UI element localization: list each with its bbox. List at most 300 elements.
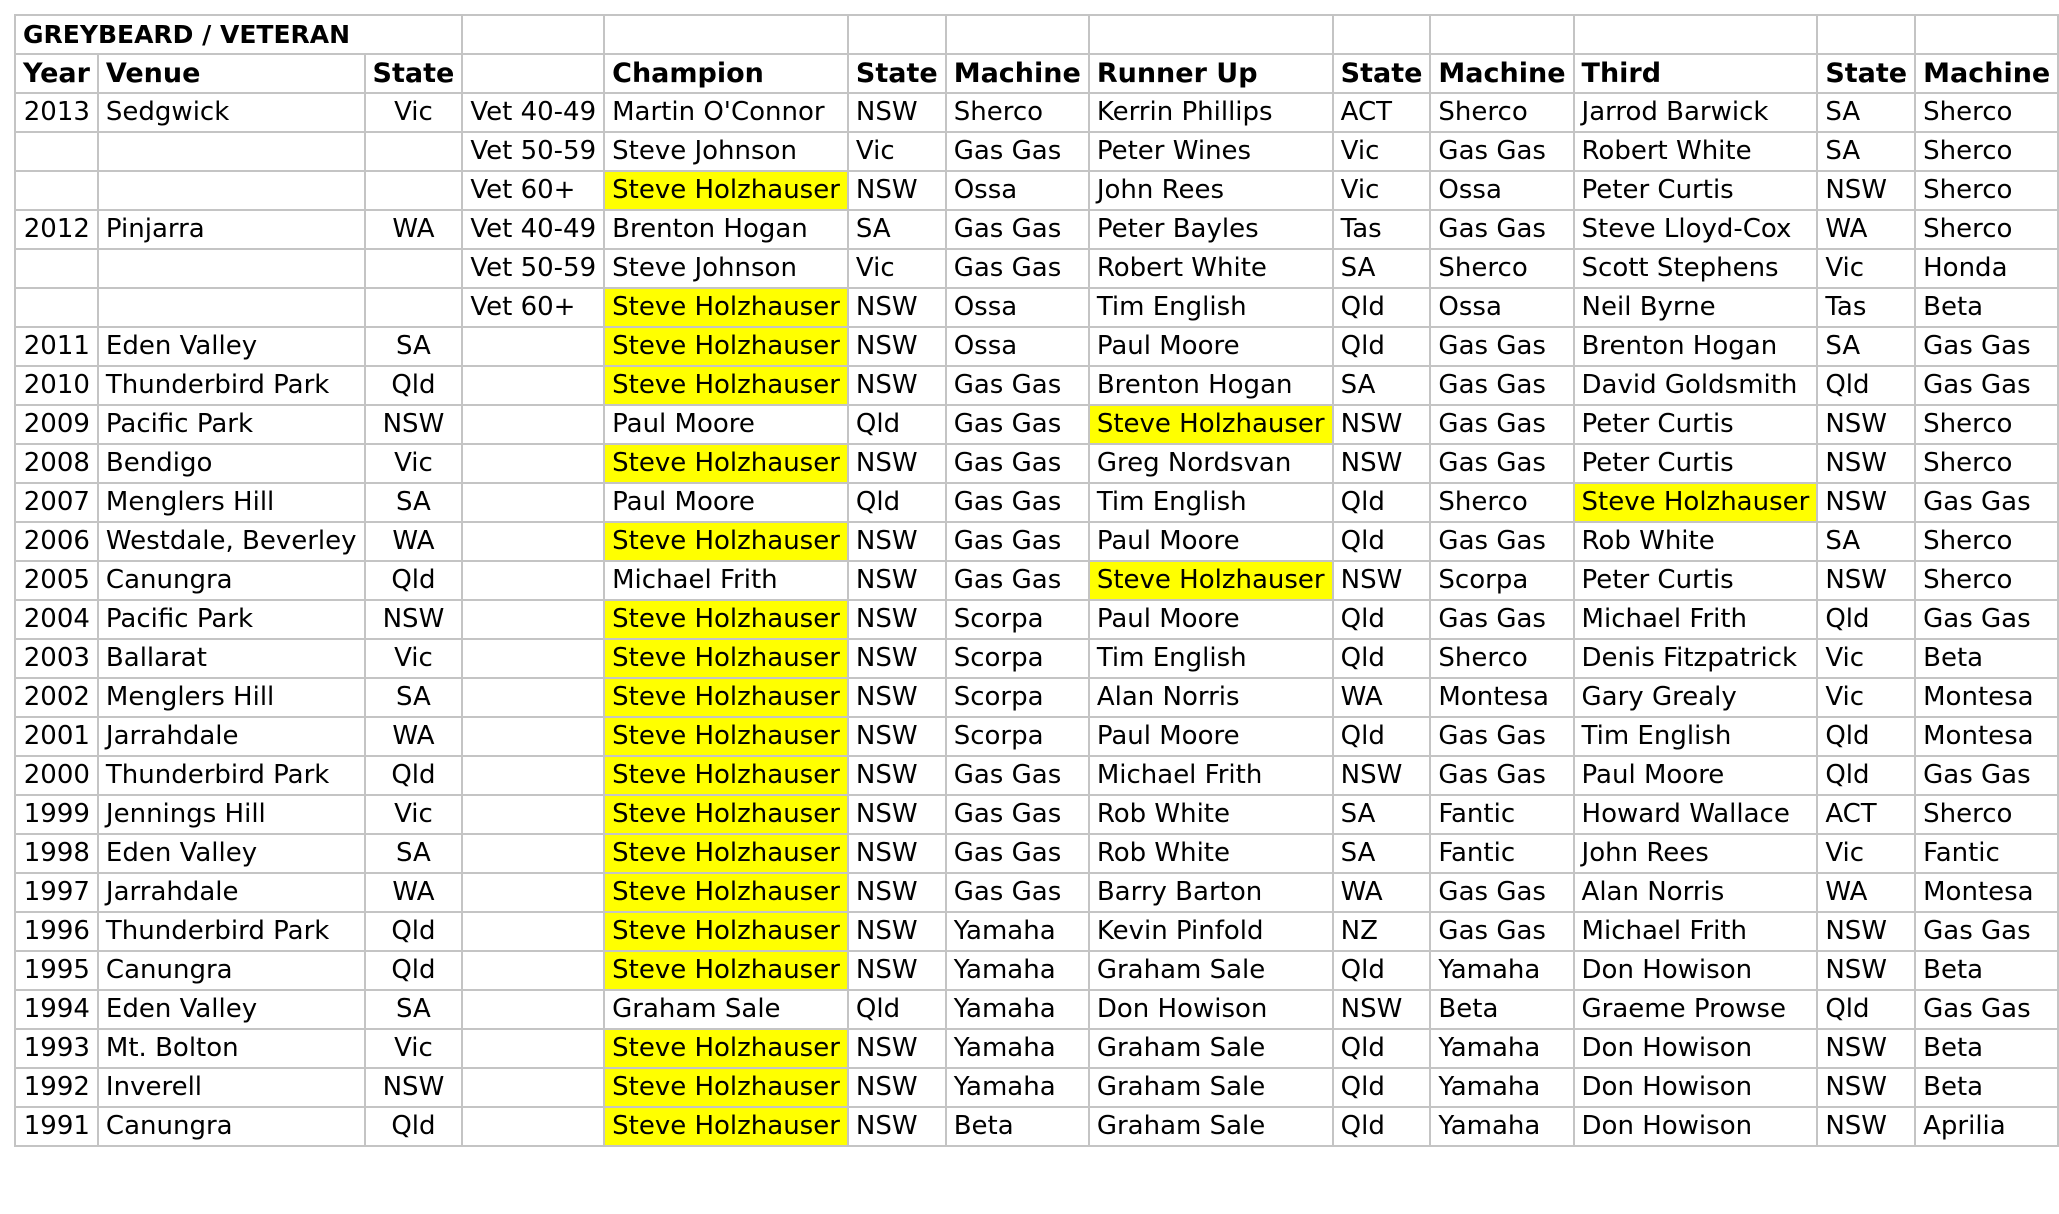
- state-cell: Vic: [365, 639, 463, 678]
- table-row: [15, 1029, 2058, 1068]
- venue-cell: Mt. Bolton: [98, 1029, 365, 1068]
- table-row: [15, 210, 2058, 249]
- champion-cell: Steve Holzhauser: [604, 912, 848, 951]
- runner-up-cell: Michael Frith: [1089, 756, 1333, 795]
- runner-up-machine-cell: Gas Gas: [1430, 132, 1573, 171]
- col-header-runner-up-machine: Machine: [1430, 54, 1573, 93]
- table-row: [15, 522, 2058, 561]
- table-row: [15, 912, 2058, 951]
- third-machine-cell: Gas Gas: [1915, 483, 2058, 522]
- col-header-champion-state: State: [848, 54, 946, 93]
- runner-up-state-cell: WA: [1333, 873, 1431, 912]
- table-row: [15, 717, 2058, 756]
- state-cell: SA: [365, 990, 463, 1029]
- class-cell: Vet 60+: [462, 171, 604, 210]
- class-cell: [462, 1029, 604, 1068]
- col-header-third-state: State: [1817, 54, 1915, 93]
- champion-state-cell: NSW: [848, 171, 946, 210]
- runner-up-cell: Paul Moore: [1089, 717, 1333, 756]
- runner-up-machine-cell: Gas Gas: [1430, 522, 1573, 561]
- col-header-runner-up: Runner Up: [1089, 54, 1333, 93]
- class-cell: [462, 1068, 604, 1107]
- table-row: [15, 756, 2058, 795]
- runner-up-machine-cell: Gas Gas: [1430, 873, 1573, 912]
- third-state-cell: SA: [1817, 132, 1915, 171]
- runner-up-cell: Barry Barton: [1089, 873, 1333, 912]
- champion-cell: Steve Holzhauser: [604, 366, 848, 405]
- col-header-third-machine: Machine: [1915, 54, 2058, 93]
- year-cell: 1997: [15, 873, 98, 912]
- third-machine-cell: Beta: [1915, 951, 2058, 990]
- third-cell: Howard Wallace: [1574, 795, 1818, 834]
- third-state-cell: NSW: [1817, 171, 1915, 210]
- year-cell: 1996: [15, 912, 98, 951]
- champion-cell: Steve Holzhauser: [604, 444, 848, 483]
- class-cell: [462, 405, 604, 444]
- third-cell: Scott Stephens: [1574, 249, 1818, 288]
- table-row: [15, 873, 2058, 912]
- class-cell: [462, 990, 604, 1029]
- year-cell: 2006: [15, 522, 98, 561]
- class-cell: [462, 483, 604, 522]
- runner-up-cell: Paul Moore: [1089, 327, 1333, 366]
- champion-cell: Steve Holzhauser: [604, 756, 848, 795]
- champion-state-cell: NSW: [848, 1068, 946, 1107]
- runner-up-cell: Brenton Hogan: [1089, 366, 1333, 405]
- table-row: [15, 249, 2058, 288]
- title-row: [15, 15, 2058, 54]
- third-state-cell: NSW: [1817, 912, 1915, 951]
- runner-up-state-cell: NSW: [1333, 405, 1431, 444]
- third-cell: Peter Curtis: [1574, 405, 1818, 444]
- champion-machine-cell: Gas Gas: [946, 756, 1089, 795]
- class-cell: Vet 40-49: [462, 93, 604, 132]
- year-cell: [15, 171, 98, 210]
- table-row: [15, 1068, 2058, 1107]
- venue-cell: [98, 249, 365, 288]
- runner-up-machine-cell: Gas Gas: [1430, 405, 1573, 444]
- third-machine-cell: Gas Gas: [1915, 756, 2058, 795]
- year-cell: 2009: [15, 405, 98, 444]
- runner-up-machine-cell: Gas Gas: [1430, 600, 1573, 639]
- champion-state-cell: NSW: [848, 912, 946, 951]
- third-state-cell: Vic: [1817, 639, 1915, 678]
- runner-up-cell: Greg Nordsvan: [1089, 444, 1333, 483]
- class-cell: [462, 561, 604, 600]
- runner-up-cell: Steve Holzhauser: [1089, 405, 1333, 444]
- runner-up-cell: Peter Bayles: [1089, 210, 1333, 249]
- venue-cell: Pacific Park: [98, 600, 365, 639]
- year-cell: 2001: [15, 717, 98, 756]
- third-state-cell: Qld: [1817, 990, 1915, 1029]
- class-cell: [462, 756, 604, 795]
- third-cell: Robert White: [1574, 132, 1818, 171]
- class-cell: [462, 522, 604, 561]
- runner-up-state-cell: Tas: [1333, 210, 1431, 249]
- third-cell: Michael Frith: [1574, 600, 1818, 639]
- third-cell: Tim English: [1574, 717, 1818, 756]
- table-row: [15, 795, 2058, 834]
- state-cell: WA: [365, 210, 463, 249]
- year-cell: 2002: [15, 678, 98, 717]
- table-row: [15, 561, 2058, 600]
- champion-cell: Steve Holzhauser: [604, 951, 848, 990]
- champion-machine-cell: Gas Gas: [946, 834, 1089, 873]
- champion-state-cell: NSW: [848, 288, 946, 327]
- runner-up-cell: Tim English: [1089, 483, 1333, 522]
- runner-up-cell: Kevin Pinfold: [1089, 912, 1333, 951]
- champion-state-cell: NSW: [848, 834, 946, 873]
- third-cell: Peter Curtis: [1574, 561, 1818, 600]
- venue-cell: Inverell: [98, 1068, 365, 1107]
- third-machine-cell: Beta: [1915, 1068, 2058, 1107]
- champion-cell: Paul Moore: [604, 483, 848, 522]
- champion-cell: Steve Holzhauser: [604, 678, 848, 717]
- runner-up-state-cell: NSW: [1333, 990, 1431, 1029]
- venue-cell: Eden Valley: [98, 834, 365, 873]
- class-cell: Vet 50-59: [462, 132, 604, 171]
- runner-up-state-cell: Qld: [1333, 1068, 1431, 1107]
- state-cell: SA: [365, 327, 463, 366]
- champion-cell: Martin O'Connor: [604, 93, 848, 132]
- runner-up-state-cell: NSW: [1333, 444, 1431, 483]
- state-cell: Qld: [365, 561, 463, 600]
- venue-cell: Thunderbird Park: [98, 756, 365, 795]
- year-cell: 2010: [15, 366, 98, 405]
- runner-up-machine-cell: Sherco: [1430, 483, 1573, 522]
- class-cell: Vet 50-59: [462, 249, 604, 288]
- champion-machine-cell: Gas Gas: [946, 249, 1089, 288]
- third-cell: Don Howison: [1574, 1068, 1818, 1107]
- champion-machine-cell: Scorpa: [946, 678, 1089, 717]
- year-cell: [15, 288, 98, 327]
- runner-up-machine-cell: Gas Gas: [1430, 366, 1573, 405]
- class-cell: [462, 327, 604, 366]
- champion-machine-cell: Gas Gas: [946, 795, 1089, 834]
- champion-state-cell: Qld: [848, 483, 946, 522]
- venue-cell: Menglers Hill: [98, 483, 365, 522]
- runner-up-cell: Graham Sale: [1089, 951, 1333, 990]
- year-cell: 1999: [15, 795, 98, 834]
- col-header-champion-machine: Machine: [946, 54, 1089, 93]
- state-cell: Qld: [365, 366, 463, 405]
- col-header-runner-up-state: State: [1333, 54, 1431, 93]
- third-state-cell: NSW: [1817, 405, 1915, 444]
- runner-up-state-cell: Qld: [1333, 717, 1431, 756]
- third-machine-cell: Montesa: [1915, 717, 2058, 756]
- state-cell: WA: [365, 873, 463, 912]
- venue-cell: [98, 288, 365, 327]
- runner-up-cell: Robert White: [1089, 249, 1333, 288]
- table-row: [15, 93, 2058, 132]
- year-cell: 2004: [15, 600, 98, 639]
- runner-up-cell: Graham Sale: [1089, 1107, 1333, 1146]
- runner-up-cell: Paul Moore: [1089, 522, 1333, 561]
- champion-machine-cell: Yamaha: [946, 990, 1089, 1029]
- state-cell: Vic: [365, 93, 463, 132]
- runner-up-cell: Tim English: [1089, 639, 1333, 678]
- runner-up-machine-cell: Gas Gas: [1430, 717, 1573, 756]
- runner-up-cell: Graham Sale: [1089, 1068, 1333, 1107]
- table-row: [15, 600, 2058, 639]
- runner-up-state-cell: Qld: [1333, 639, 1431, 678]
- champion-cell: Brenton Hogan: [604, 210, 848, 249]
- champion-cell: Steve Holzhauser: [604, 522, 848, 561]
- champion-state-cell: NSW: [848, 717, 946, 756]
- champion-state-cell: NSW: [848, 327, 946, 366]
- runner-up-cell: John Rees: [1089, 171, 1333, 210]
- venue-cell: Thunderbird Park: [98, 912, 365, 951]
- runner-up-cell: Rob White: [1089, 834, 1333, 873]
- class-cell: [462, 1107, 604, 1146]
- table-title: GREYBEARD / VETERAN: [15, 15, 462, 54]
- champion-state-cell: NSW: [848, 678, 946, 717]
- runner-up-state-cell: Vic: [1333, 171, 1431, 210]
- champion-state-cell: NSW: [848, 795, 946, 834]
- table-row: [15, 171, 2058, 210]
- third-state-cell: Vic: [1817, 678, 1915, 717]
- table-row: [15, 834, 2058, 873]
- table-row: [15, 444, 2058, 483]
- runner-up-cell: Alan Norris: [1089, 678, 1333, 717]
- results-table: [14, 14, 2059, 1147]
- runner-up-cell: Graham Sale: [1089, 1029, 1333, 1068]
- champion-cell: Steve Holzhauser: [604, 288, 848, 327]
- runner-up-cell: Rob White: [1089, 795, 1333, 834]
- third-cell: Peter Curtis: [1574, 444, 1818, 483]
- table-row: [15, 327, 2058, 366]
- table-row: [15, 483, 2058, 522]
- third-state-cell: WA: [1817, 873, 1915, 912]
- champion-state-cell: NSW: [848, 1029, 946, 1068]
- year-cell: 2011: [15, 327, 98, 366]
- third-machine-cell: Sherco: [1915, 561, 2058, 600]
- venue-cell: Westdale, Beverley: [98, 522, 365, 561]
- champion-state-cell: Vic: [848, 249, 946, 288]
- table-row: [15, 1107, 2058, 1146]
- champion-state-cell: Qld: [848, 990, 946, 1029]
- state-cell: SA: [365, 483, 463, 522]
- year-cell: 2012: [15, 210, 98, 249]
- champion-state-cell: NSW: [848, 522, 946, 561]
- runner-up-state-cell: SA: [1333, 834, 1431, 873]
- third-state-cell: NSW: [1817, 483, 1915, 522]
- third-machine-cell: Sherco: [1915, 132, 2058, 171]
- champion-state-cell: NSW: [848, 561, 946, 600]
- class-cell: [462, 444, 604, 483]
- champion-machine-cell: Gas Gas: [946, 561, 1089, 600]
- third-state-cell: NSW: [1817, 1107, 1915, 1146]
- state-cell: [365, 288, 463, 327]
- champion-state-cell: NSW: [848, 873, 946, 912]
- third-machine-cell: Gas Gas: [1915, 990, 2058, 1029]
- third-state-cell: Qld: [1817, 717, 1915, 756]
- third-cell: David Goldsmith: [1574, 366, 1818, 405]
- runner-up-state-cell: SA: [1333, 795, 1431, 834]
- third-machine-cell: Sherco: [1915, 444, 2058, 483]
- runner-up-machine-cell: Gas Gas: [1430, 210, 1573, 249]
- state-cell: Vic: [365, 444, 463, 483]
- year-cell: 1992: [15, 1068, 98, 1107]
- class-cell: [462, 678, 604, 717]
- champion-machine-cell: Yamaha: [946, 1029, 1089, 1068]
- year-cell: 1991: [15, 1107, 98, 1146]
- champion-machine-cell: Gas Gas: [946, 873, 1089, 912]
- table-row: [15, 990, 2058, 1029]
- venue-cell: Eden Valley: [98, 327, 365, 366]
- champion-cell: Steve Holzhauser: [604, 171, 848, 210]
- col-header-champion: Champion: [604, 54, 848, 93]
- champion-cell: Steve Holzhauser: [604, 1107, 848, 1146]
- third-cell: Don Howison: [1574, 1107, 1818, 1146]
- champion-machine-cell: Gas Gas: [946, 132, 1089, 171]
- third-cell: Paul Moore: [1574, 756, 1818, 795]
- state-cell: WA: [365, 522, 463, 561]
- col-header-class: [462, 54, 604, 93]
- runner-up-state-cell: NSW: [1333, 561, 1431, 600]
- state-cell: NSW: [365, 405, 463, 444]
- champion-machine-cell: Scorpa: [946, 600, 1089, 639]
- third-machine-cell: Montesa: [1915, 873, 2058, 912]
- runner-up-state-cell: SA: [1333, 366, 1431, 405]
- third-machine-cell: Montesa: [1915, 678, 2058, 717]
- venue-cell: Menglers Hill: [98, 678, 365, 717]
- champion-state-cell: Vic: [848, 132, 946, 171]
- runner-up-machine-cell: Yamaha: [1430, 951, 1573, 990]
- champion-state-cell: SA: [848, 210, 946, 249]
- year-cell: 2005: [15, 561, 98, 600]
- third-machine-cell: Sherco: [1915, 171, 2058, 210]
- third-cell: Neil Byrne: [1574, 288, 1818, 327]
- champion-machine-cell: Ossa: [946, 288, 1089, 327]
- champion-machine-cell: Gas Gas: [946, 366, 1089, 405]
- champion-machine-cell: Gas Gas: [946, 210, 1089, 249]
- year-cell: 2007: [15, 483, 98, 522]
- champion-machine-cell: Gas Gas: [946, 444, 1089, 483]
- state-cell: Qld: [365, 1107, 463, 1146]
- champion-cell: Paul Moore: [604, 405, 848, 444]
- year-cell: [15, 132, 98, 171]
- runner-up-machine-cell: Ossa: [1430, 288, 1573, 327]
- champion-cell: Steve Holzhauser: [604, 873, 848, 912]
- runner-up-state-cell: WA: [1333, 678, 1431, 717]
- third-cell: Don Howison: [1574, 951, 1818, 990]
- venue-cell: Canungra: [98, 561, 365, 600]
- venue-cell: [98, 132, 365, 171]
- runner-up-state-cell: Qld: [1333, 951, 1431, 990]
- runner-up-machine-cell: Sherco: [1430, 93, 1573, 132]
- third-cell: Brenton Hogan: [1574, 327, 1818, 366]
- class-cell: [462, 912, 604, 951]
- champion-cell: Graham Sale: [604, 990, 848, 1029]
- class-cell: [462, 834, 604, 873]
- class-cell: Vet 60+: [462, 288, 604, 327]
- third-cell: Steve Holzhauser: [1574, 483, 1818, 522]
- runner-up-state-cell: NSW: [1333, 756, 1431, 795]
- champion-state-cell: NSW: [848, 444, 946, 483]
- champion-cell: Steve Holzhauser: [604, 600, 848, 639]
- year-cell: [15, 249, 98, 288]
- third-cell: Gary Grealy: [1574, 678, 1818, 717]
- venue-cell: Bendigo: [98, 444, 365, 483]
- third-state-cell: Vic: [1817, 834, 1915, 873]
- runner-up-machine-cell: Yamaha: [1430, 1107, 1573, 1146]
- state-cell: Qld: [365, 951, 463, 990]
- champion-cell: Steve Holzhauser: [604, 1068, 848, 1107]
- runner-up-machine-cell: Ossa: [1430, 171, 1573, 210]
- third-state-cell: Qld: [1817, 756, 1915, 795]
- third-machine-cell: Honda: [1915, 249, 2058, 288]
- venue-cell: Ballarat: [98, 639, 365, 678]
- third-machine-cell: Gas Gas: [1915, 912, 2058, 951]
- state-cell: [365, 132, 463, 171]
- third-cell: Steve Lloyd-Cox: [1574, 210, 1818, 249]
- champion-state-cell: NSW: [848, 639, 946, 678]
- third-cell: Don Howison: [1574, 1029, 1818, 1068]
- champion-cell: Michael Frith: [604, 561, 848, 600]
- table-row: [15, 366, 2058, 405]
- runner-up-state-cell: Qld: [1333, 327, 1431, 366]
- champion-machine-cell: Yamaha: [946, 1068, 1089, 1107]
- third-machine-cell: Gas Gas: [1915, 600, 2058, 639]
- runner-up-machine-cell: Yamaha: [1430, 1029, 1573, 1068]
- third-state-cell: Qld: [1817, 600, 1915, 639]
- venue-cell: Pinjarra: [98, 210, 365, 249]
- runner-up-state-cell: Qld: [1333, 1107, 1431, 1146]
- year-cell: 2000: [15, 756, 98, 795]
- venue-cell: Canungra: [98, 1107, 365, 1146]
- third-machine-cell: Sherco: [1915, 93, 2058, 132]
- champion-machine-cell: Scorpa: [946, 639, 1089, 678]
- champion-state-cell: NSW: [848, 366, 946, 405]
- state-cell: [365, 171, 463, 210]
- col-header-year: Year: [15, 54, 98, 93]
- champion-cell: Steve Holzhauser: [604, 717, 848, 756]
- champion-cell: Steve Holzhauser: [604, 834, 848, 873]
- table-row: [15, 288, 2058, 327]
- runner-up-machine-cell: Sherco: [1430, 639, 1573, 678]
- champion-machine-cell: Ossa: [946, 327, 1089, 366]
- col-header-state: State: [365, 54, 463, 93]
- runner-up-state-cell: Qld: [1333, 483, 1431, 522]
- runner-up-machine-cell: Scorpa: [1430, 561, 1573, 600]
- third-machine-cell: Sherco: [1915, 522, 2058, 561]
- col-header-venue: Venue: [98, 54, 365, 93]
- venue-cell: Eden Valley: [98, 990, 365, 1029]
- champion-cell: Steve Johnson: [604, 249, 848, 288]
- third-state-cell: Qld: [1817, 366, 1915, 405]
- year-cell: 1993: [15, 1029, 98, 1068]
- third-cell: Michael Frith: [1574, 912, 1818, 951]
- champion-machine-cell: Scorpa: [946, 717, 1089, 756]
- third-state-cell: NSW: [1817, 444, 1915, 483]
- runner-up-state-cell: Qld: [1333, 522, 1431, 561]
- runner-up-cell: Tim English: [1089, 288, 1333, 327]
- third-cell: Rob White: [1574, 522, 1818, 561]
- third-machine-cell: Aprilia: [1915, 1107, 2058, 1146]
- runner-up-machine-cell: Fantic: [1430, 834, 1573, 873]
- champion-cell: Steve Johnson: [604, 132, 848, 171]
- third-machine-cell: Gas Gas: [1915, 366, 2058, 405]
- runner-up-cell: Kerrin Phillips: [1089, 93, 1333, 132]
- champion-machine-cell: Yamaha: [946, 912, 1089, 951]
- third-state-cell: WA: [1817, 210, 1915, 249]
- champion-state-cell: NSW: [848, 1107, 946, 1146]
- third-cell: Denis Fitzpatrick: [1574, 639, 1818, 678]
- third-machine-cell: Fantic: [1915, 834, 2058, 873]
- venue-cell: Jarrahdale: [98, 873, 365, 912]
- third-state-cell: Vic: [1817, 249, 1915, 288]
